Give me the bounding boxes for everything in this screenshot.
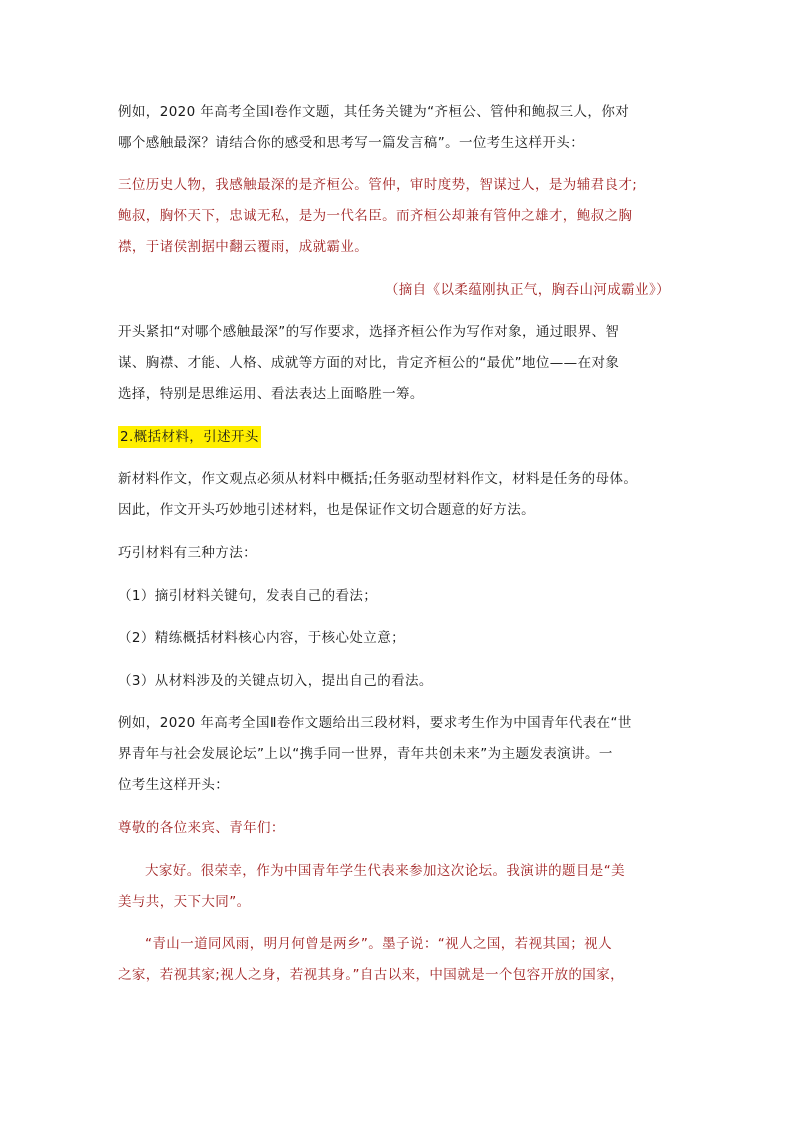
para2-line3: 选择，特别是思维运用、看法表达上面略胜一筹。 (118, 386, 424, 402)
speech-greeting: 尊敬的各位来宾、青年们： (118, 820, 285, 836)
source-citation: （摘自《以柔蕴刚执正气，胸吞山河成霸业》） (384, 282, 670, 298)
quote1-line2: 鲍叔，胸怀天下，忠诚无私，是为一代名臣。而齐桓公却兼有管仲之雄才，鲍叔之胸 (118, 208, 633, 224)
section-heading-wrap (118, 422, 683, 453)
speech-p1-line1: 大家好。很荣幸，作为中国青年学生代表来参加这次论坛。我演讲的题目是“美 (145, 863, 625, 879)
para2-line2: 谋、胸襟、才能、人格、成就等方面的对比，肯定齐桓公的“最优”地位——在对象 (118, 355, 620, 371)
speech-p2-line1: “青山一道同风雨，明月何曾是两乡”。墨子说：“视人之国，若视其国；视人 (145, 936, 612, 952)
speech-p2-line2: 之家，若视其家;视人之身，若视其身。”自古以来，中国就是一个包容开放的国家， (118, 967, 624, 983)
methods-intro: 巧引材料有三种方法： (118, 545, 257, 561)
para3-line1: 新材料作文，作文观点必须从材料中概括;任务驱动型材料作文，材料是任务的母体。 (118, 471, 638, 487)
speech-p1-line2: 美与共，天下大同”。 (118, 894, 251, 910)
para1-line1: 例如，2020 年高考全国Ⅰ卷作文题，其任务关键为“齐桓公、管仲和鲍叔三人，你对 (118, 104, 630, 120)
para3-line2: 因此，作文开头巧妙地引述材料，也是保证作文切合题意的好方法。 (118, 502, 535, 518)
method-item-2: （2）精练概括材料核心内容，于核心处立意； (118, 630, 405, 646)
para1-line2: 哪个感触最深？请结合你的感受和思考写一篇发言稿”。一位考生这样开头： (118, 135, 585, 151)
quote1-line1: 三位历史人物，我感触最深的是齐桓公。管仲，审时度势，智谋过人，是为辅君良才; (118, 177, 638, 193)
method-item-3: （3）从材料涉及的关键点切入，提出自己的看法。 (118, 673, 433, 689)
para4-line1: 例如，2020 年高考全国Ⅱ卷作文题给出三段材料，要求考生作为中国青年代表在“世 (118, 715, 632, 731)
section-heading: 2.概括材料，引述开头 (118, 426, 261, 448)
para4-line3: 位考生这样开头： (118, 777, 230, 793)
para4-line2: 界青年与社会发展论坛”上以“携手同一世界，青年共创未来”为主题发表演讲。一 (118, 746, 613, 762)
quote1-line3: 襟，于诸侯割据中翻云覆雨，成就霸业。 (118, 239, 369, 255)
para2-line1: 开头紧扣“对哪个感触最深”的写作要求，选择齐桓公作为写作对象，通过眼界、智 (118, 324, 620, 340)
method-item-1: （1）摘引材料关键句，发表自己的看法； (118, 588, 378, 604)
